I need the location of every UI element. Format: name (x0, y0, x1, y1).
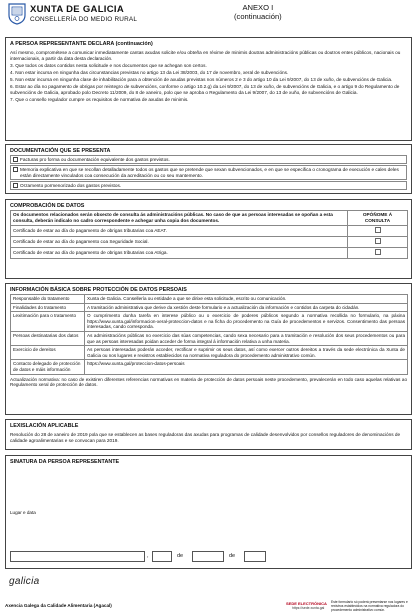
annex-subtitle: (continuación) (234, 12, 282, 21)
document-option[interactable] (10, 155, 407, 164)
table-row (11, 346, 408, 360)
declaration-intro: Así mesmo, comprométese a comunicar inmediatamente cantas axudas solicite e/ou obteña en réxime de minimis doutras administracións públicas ou doutros entes públicos, nacionais ou internacionais, a partir da data desta declaración. (10, 50, 401, 62)
document-option[interactable] (10, 181, 407, 190)
annex-heading (234, 3, 282, 21)
row-key: Finalidades do tratamento (11, 303, 85, 312)
sede-url[interactable]: https://sede.xunta.gal (292, 606, 325, 610)
section-title: A PERSOA REPRESENTANTE DECLARA (continuación) (10, 41, 153, 47)
document-label: Memoria explicativa en que se recollan detalladamente todos os gastos que se pretende que sexan subvencionados, e en que se especifica o cronograma de execución e cales deles están directamente vinculados coa consecución da acreditación ou co seu mantemento. (20, 166, 399, 178)
separator: , (147, 553, 149, 559)
row-value: O cumprimento dunha tarefa en interese público ou o exercicio de poderes públicos segundo a normativa recollida no formulario, na páxina https://www.xunta.gal/informacion-xeral-proteccion-datos e na ficha do procedemento na Guía de procedementos e servizos. Consentimento das persoas interesadas, cando corresponda. (85, 312, 408, 332)
row-key: Responsable do tratamento (11, 295, 85, 304)
table-row (11, 303, 408, 312)
table-row (11, 295, 408, 304)
document-label: Facturas pro forma ou documentación equivalente dos gastos previstos. (20, 156, 170, 162)
table-row (11, 312, 408, 332)
data-protection-section (5, 283, 412, 415)
legislation-text: Resolución do 28 de xaneiro de 2019 pola que se establecen as bases reguladoras das axudas para programas de calidade desenvolvidos por consellos reguladores de denominacións de calidade agroalimentarias e se convocan para 2019. (10, 432, 401, 444)
org-department: CONSELLERÍA DO MEDIO RURAL (30, 16, 138, 23)
declaration-item: 7. Que o consello regulador cumpre os requisitos de normativa de axudas de minimis. (10, 97, 189, 103)
separator: de (177, 553, 184, 559)
separator: de (229, 553, 236, 559)
table-row (11, 360, 408, 374)
annex-title: ANEXO I (242, 3, 274, 12)
data-protection-table (10, 294, 408, 375)
section-title: LEXISLACIÓN APLICABLE (10, 423, 79, 429)
place-date-label: Lugar e data (10, 510, 36, 515)
xunta-coat-of-arms-icon (7, 3, 27, 25)
oppose-checkbox[interactable] (375, 249, 381, 255)
oppose-checkbox[interactable] (375, 238, 381, 244)
oppose-checkbox[interactable] (375, 227, 381, 233)
row-key: Persoas destinatarias dos datos (11, 331, 85, 345)
row-value: Xunta de Galicia. Consellería ou entidade a que se dirixe esta solicitude, escrito ou comunicación. (85, 295, 408, 304)
year-input[interactable] (244, 551, 266, 562)
representative-declaration-section (5, 37, 412, 141)
legislation-section (5, 419, 412, 450)
declaration-item: 4. Non estar incursa en ningunha das circunstancias previstas no artigo 13 da Lei 38/2003, do 17 de novembro, xeral de subvencións. (10, 70, 289, 76)
galicia-brand-logo: galicia (9, 576, 40, 587)
verification-table (10, 210, 408, 259)
row-key: Exercicio de dereitos (11, 346, 85, 360)
verification-item: Certificado de estar ao día do pagamento de obrigas tributarias coa Atriga. (11, 248, 348, 259)
verification-item: Certificado de estar ao día do pagamento de obrigas tributarias coa AEAT. (11, 226, 348, 237)
month-input[interactable] (192, 551, 224, 562)
row-value: As persoas interesadas poderán acceder, rectificar e suprimir os seus datos, así como exercer outros dereitos a través da sede electrónica da Xunta de Galicia ou nos lugares e rexistros establecidos na normativa reguladora do procedemento administrativo común. (85, 346, 408, 360)
verification-item: Certificado de estar ao día do pagamento coa Seguridade Social. (11, 237, 348, 248)
section-title: COMPROBACIÓN DE DATOS (10, 203, 85, 209)
place-input[interactable] (10, 551, 145, 562)
declaration-item: 5. Non estar incursa en ningunha clase de inhabilitación para a obtención de axudas previstas nos números 2 e 3 do artigo 10 da Lei 9/2007, do 13 de xuño, de subvencións de Galicia. (10, 77, 393, 83)
org-name: XUNTA DE GALICIA (30, 4, 124, 15)
sede-electronica-label: SEDE ELECTRÓNICA (286, 601, 327, 606)
documentation-section (5, 144, 412, 194)
regulatory-update-note: Actualización normativa: no caso de existiren diferentes referencias normativas en materia de protección de datos persoais neste procedemento, prevalecerán en todo caso aquelas relativas ao Regulamento xeral de protección de datos. (10, 376, 407, 388)
table-row (11, 248, 408, 259)
row-value: As administracións públicas no exercicio das súas competencias, cando sexa necesario para a tramitación e resolución dos seus procedementos ou para que as persoas interesadas poidan acceder de forma integral á información relativa a unha materia. (85, 331, 408, 345)
footer-note: Este formulario só poderá presentarse nos lugares e rexistros establecidos na normativa reguladora do procedemento administrativo común. (331, 600, 408, 613)
document-option[interactable] (10, 165, 407, 180)
privacy-info-link[interactable]: https://www.xunta.gal/proteccion-datos-persoais (85, 360, 408, 374)
table-row (11, 237, 408, 248)
verification-intro: Os documentos relacionados serán obxecto de consulta ás administracións públicas. No caso de que as persoas interesadas se opoñan a esta consulta, deberán indicalo no cadro correspondente e achegar unha copia dos documentos. (11, 211, 348, 226)
day-input[interactable] (152, 551, 172, 562)
oppose-column-header: OPÓÑOME Á CONSULTA (348, 211, 408, 226)
table-row (11, 331, 408, 345)
document-label: Orzamento pormenorizado dos gastos previstos. (20, 182, 122, 188)
section-title: SINATURA DA PERSOA REPRESENTANTE (10, 459, 120, 465)
declaration-body (6, 48, 411, 106)
table-header-row (11, 211, 408, 226)
data-verification-section (5, 199, 412, 279)
section-title: INFORMACIÓN BÁSICA SOBRE PROTECCIÓN DE DATOS PERSOAIS (10, 287, 187, 293)
row-value: A tramitación administrativa que derive da xestión deste formulario e a actualización da información e contidos da carpeta do cidadán. (85, 303, 408, 312)
row-key: Lexitimación para o tratamento (11, 312, 85, 332)
document-checkbox[interactable] (13, 183, 18, 188)
document-checkbox[interactable] (13, 157, 18, 162)
section-title: DOCUMENTACIÓN QUE SE PRESENTA (10, 148, 111, 154)
declaration-item: 3. Que todos os datos contidos nesta solicitude e nos documentos que se achegan son certos. (10, 63, 207, 69)
table-row (11, 226, 408, 237)
agency-name: Axencia Galega da Calidade Alimentaria (Agacal) (5, 603, 112, 608)
document-checkbox[interactable] (13, 167, 18, 172)
signature-section (5, 455, 412, 569)
declaration-item: 6. Estar ao día no pagamento de obrigas por reintegro de subvencións, conforme o artigo 10.2.g) da Lei 9/2007, do 13 de xuño, de subvencións de Galicia, e o artigo 9 do Regulamento de subvencións de Galicia, aprobado polo Decreto 11/2009, do 8 de xaneiro, polo que se aproba o Regulamento da Lei 9/2007, do 13 de xuño, de subvencións de Galicia. (10, 84, 400, 96)
row-key: Contacto delegado de protección de datos e máis información (11, 360, 85, 374)
